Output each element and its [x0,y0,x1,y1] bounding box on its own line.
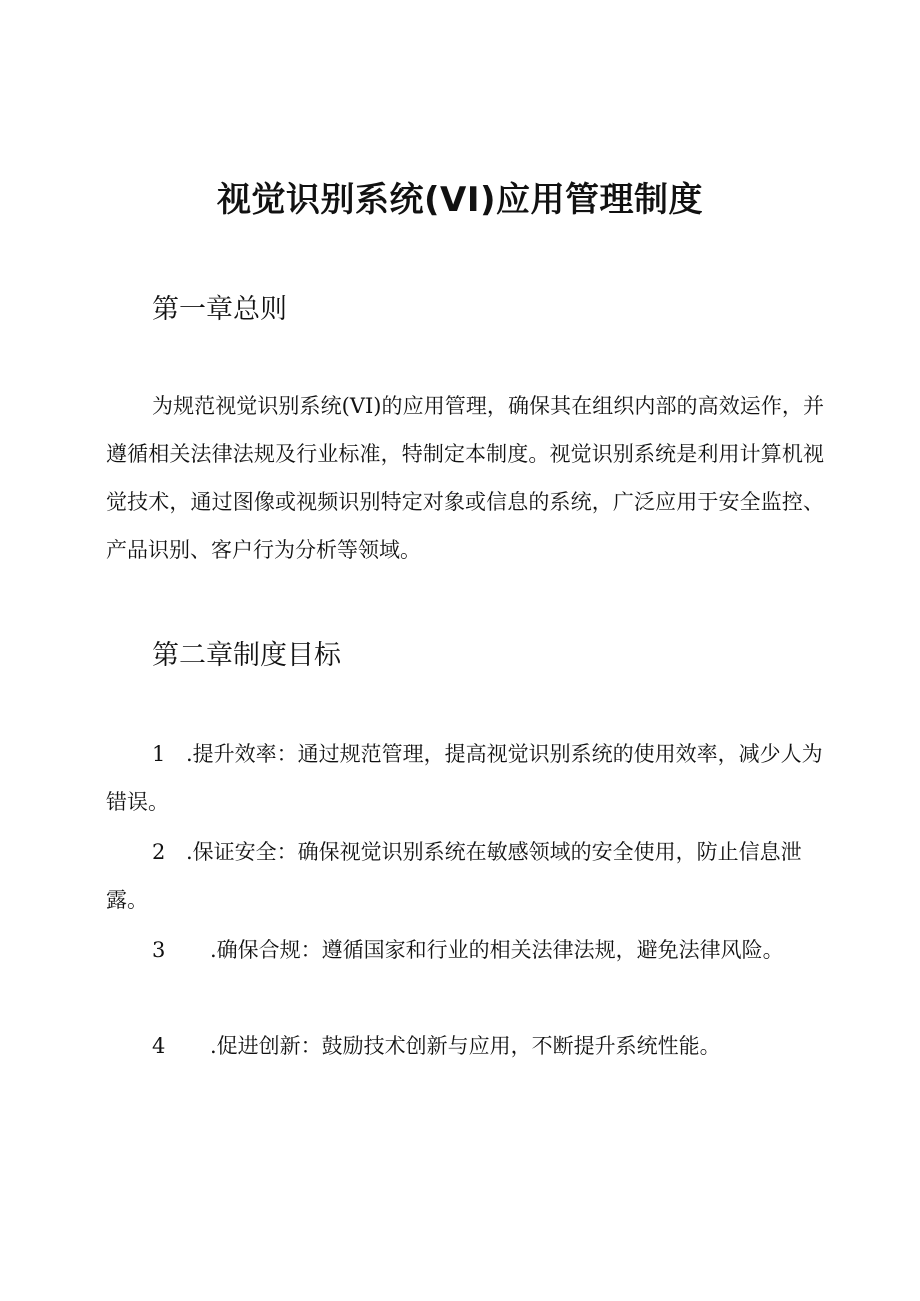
chapter-1-paragraph: 为规范视觉识别系统(VI)的应用管理，确保其在组织内部的高效运作，并遵循相关法律法规及行业标准，特制定本制度。视觉识别系统是利用计算机视觉技术，通过图像或视频识别特定对象或信息的系统，广泛应用于安全监控、产品识别、客户行为分析等领域。 [106,394,824,562]
goal-item-1-number: 1 [152,742,166,766]
goal-item-3-number: 3 [152,938,166,962]
goal-item-2-number: 2 [152,840,166,864]
goal-item-3 [106,926,824,974]
goal-item-1 [106,730,824,826]
goal-item-4-text: .促进创新：鼓励技术创新与应用，不断提升系统性能。 [210,1034,721,1058]
chapter-2-heading: 第二章制度目标 [152,640,341,671]
goal-item-4 [106,1022,824,1070]
goal-item-2-text: .保证安全：确保视觉识别系统在敏感领域的安全使用，防止信息泄露。 [106,840,802,912]
goal-item-1-text: .提升效率：通过规范管理，提高视觉识别系统的使用效率，减少人为错误。 [106,742,823,814]
goal-item-4-number: 4 [152,1034,166,1058]
goal-item-2 [106,828,824,924]
goal-item-3-text: .确保合规：遵循国家和行业的相关法律法规，避免法律风险。 [210,938,784,962]
chapter-1-heading: 第一章总则 [152,294,287,325]
document-title: 视觉识别系统(VI)应用管理制度 [216,180,704,220]
